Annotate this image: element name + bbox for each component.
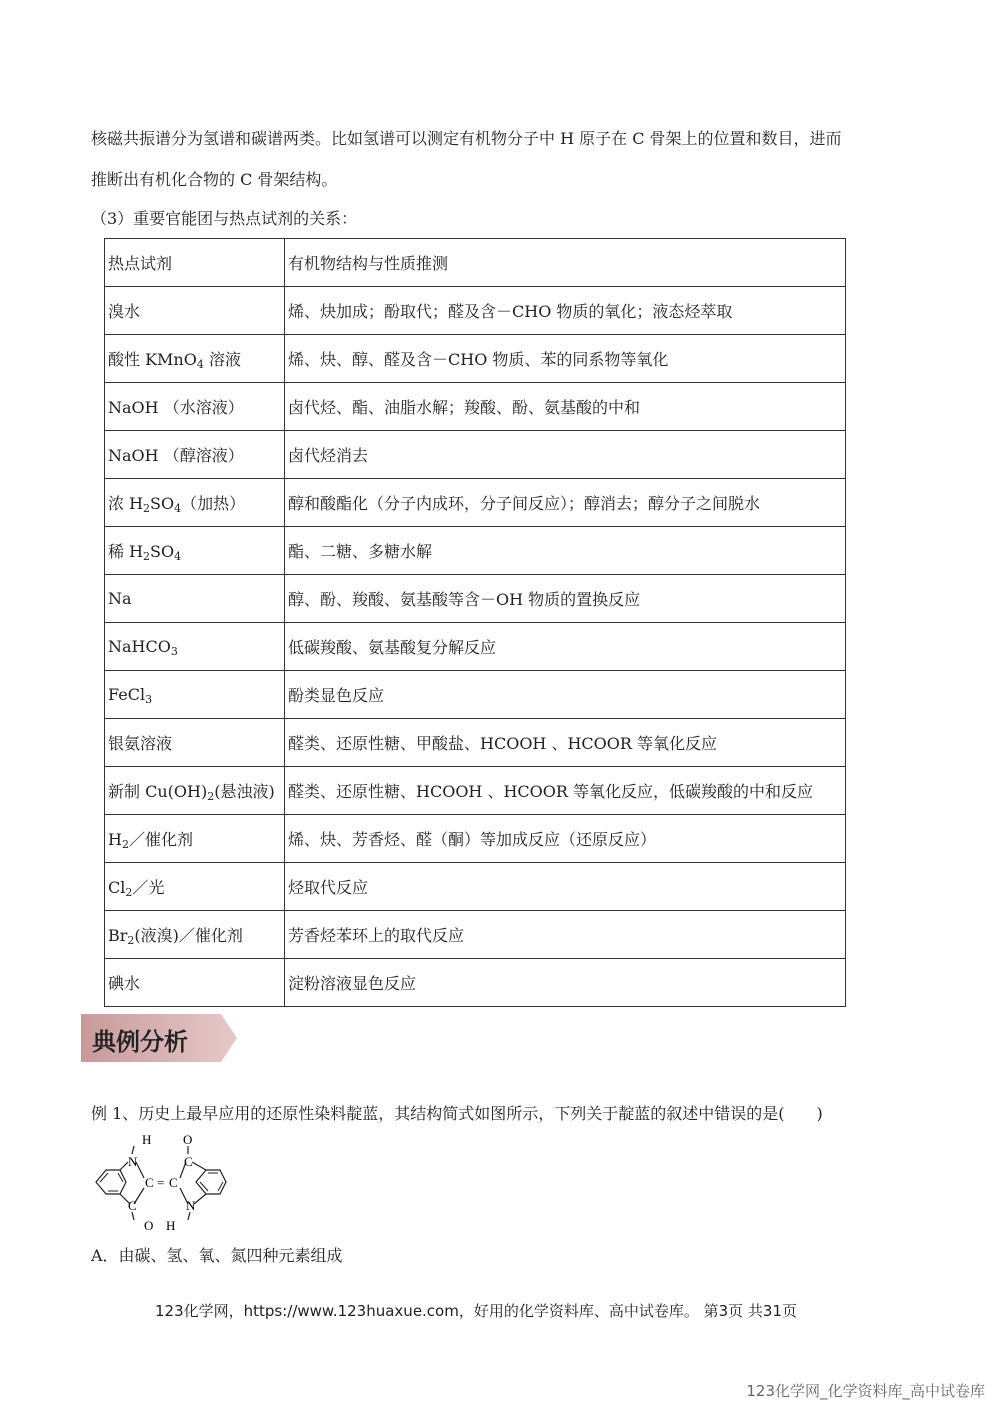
atom-label: C (128, 1198, 137, 1213)
section-banner-title: 典例分析 (92, 1028, 188, 1056)
reagent-cell: NaOH （水溶液） (105, 383, 285, 431)
intro-line-2: 推断出有机化合物的 C 骨架结构。 (91, 170, 338, 189)
table-row (105, 719, 846, 767)
property-cell: 醇和酸酯化（分子内成环，分子间反应）；醇消去；醇分子之间脱水 (285, 479, 846, 527)
property-cell: 烃取代反应 (285, 863, 846, 911)
table-header-row (105, 239, 846, 287)
reagent-table (104, 238, 846, 1007)
atom-label: O (144, 1218, 154, 1233)
reagent-cell: $Cl_2/$光 (105, 863, 285, 911)
table-row (105, 383, 846, 431)
reagent-cell: 稀 $H_2SO_4$ (105, 527, 285, 575)
table-row (105, 767, 846, 815)
reagent-cell: Na (105, 575, 285, 623)
property-cell: 酚类显色反应 (285, 671, 846, 719)
property-cell: 酯、二糖、多糖水解 (285, 527, 846, 575)
page-footer: 123化学网，https://www.123huaxue.com，好用的化学资料库、高中试卷库。 第3页 共31页 (155, 1302, 798, 1320)
table-row (105, 335, 846, 383)
reagent-cell: 酸性 KMnO$_4$ 溶液 (105, 335, 285, 383)
atom-label: N (186, 1198, 196, 1213)
table-row (105, 575, 846, 623)
watermark: 123化学网_化学资料库_高中试卷库 (746, 1382, 985, 1400)
atom-label: = (157, 1175, 165, 1190)
table-row (105, 623, 846, 671)
property-cell: 卤代烃消去 (285, 431, 846, 479)
property-cell: 烯、炔加成；酚取代；醛及含－CHO 物质的氧化；液态烃萃取 (285, 287, 846, 335)
property-cell: 醛类、还原性糖、HCOOH 、HCOOR 等氧化反应，低碳羧酸的中和反应 (285, 767, 846, 815)
section-heading: （3）重要官能团与热点试剂的关系： (91, 209, 358, 228)
table-row (105, 959, 846, 1007)
property-cell: 淀粉溶液显色反应 (285, 959, 846, 1007)
property-cell: 芳香烃苯环上的取代反应 (285, 911, 846, 959)
table-row (105, 287, 846, 335)
header-cell: 有机物结构与性质推测 (285, 239, 846, 287)
property-cell: 醛类、还原性糖、甲酸盐、HCOOH 、HCOOR 等氧化反应 (285, 719, 846, 767)
property-cell: 烯、炔、醇、醛及含－CHO 物质、苯的同系物等氧化 (285, 335, 846, 383)
property-cell: 烯、炔、芳香烃、醛（酮）等加成反应（还原反应） (285, 815, 846, 863)
property-cell: 卤代烃、酯、油脂水解；羧酸、酚、氨基酸的中和 (285, 383, 846, 431)
atom-label: H (142, 1132, 152, 1147)
table-row (105, 671, 846, 719)
reagent-cell: $Br_2$(液溴)／催化剂 (105, 911, 285, 959)
reagent-cell: $H_2/$催化剂 (105, 815, 285, 863)
reagent-cell: 浓 $H_2SO_4$（加热） (105, 479, 285, 527)
property-cell: 醇、酚、羧酸、氨基酸等含－OH 物质的置换反应 (285, 575, 846, 623)
atom-label: H (166, 1218, 176, 1233)
atom-label: C (184, 1154, 193, 1169)
reagent-cell: 碘水 (105, 959, 285, 1007)
intro-line-1: 核磁共振谱分为氢谱和碳谱两类。比如氢谱可以测定有机物分子中 H 原子在 C 骨架上的位置和数目，进而 (91, 129, 842, 148)
property-cell: 低碳羧酸、氨基酸复分解反应 (285, 623, 846, 671)
table-row (105, 431, 846, 479)
table-row (105, 815, 846, 863)
indigo-structure-diagram (88, 1132, 238, 1236)
reagent-cell: NaHCO$_3$ (105, 623, 285, 671)
atom-label: O (183, 1132, 193, 1147)
table-row (105, 911, 846, 959)
header-cell: 热点试剂 (105, 239, 285, 287)
table-row (105, 863, 846, 911)
reagent-cell: 银氨溶液 (105, 719, 285, 767)
example-question: 例 1、历史上最早应用的还原性染料靛蓝，其结构简式如图所示，下列关于靛蓝的叙述中错误的是( ) (91, 1104, 823, 1123)
reagent-cell: FeCl$_3$ (105, 671, 285, 719)
reagent-cell: 溴水 (105, 287, 285, 335)
atom-label: C (169, 1175, 178, 1190)
reagent-cell: NaOH （醇溶液） (105, 431, 285, 479)
reagent-cell: 新制 $Cu(OH)_2$(悬浊液) (105, 767, 285, 815)
table-row (105, 527, 846, 575)
atom-label: N (128, 1154, 138, 1169)
atom-label: C (145, 1175, 154, 1190)
table-row (105, 479, 846, 527)
option-a: A．由碳、氢、氧、氮四种元素组成 (91, 1246, 343, 1265)
